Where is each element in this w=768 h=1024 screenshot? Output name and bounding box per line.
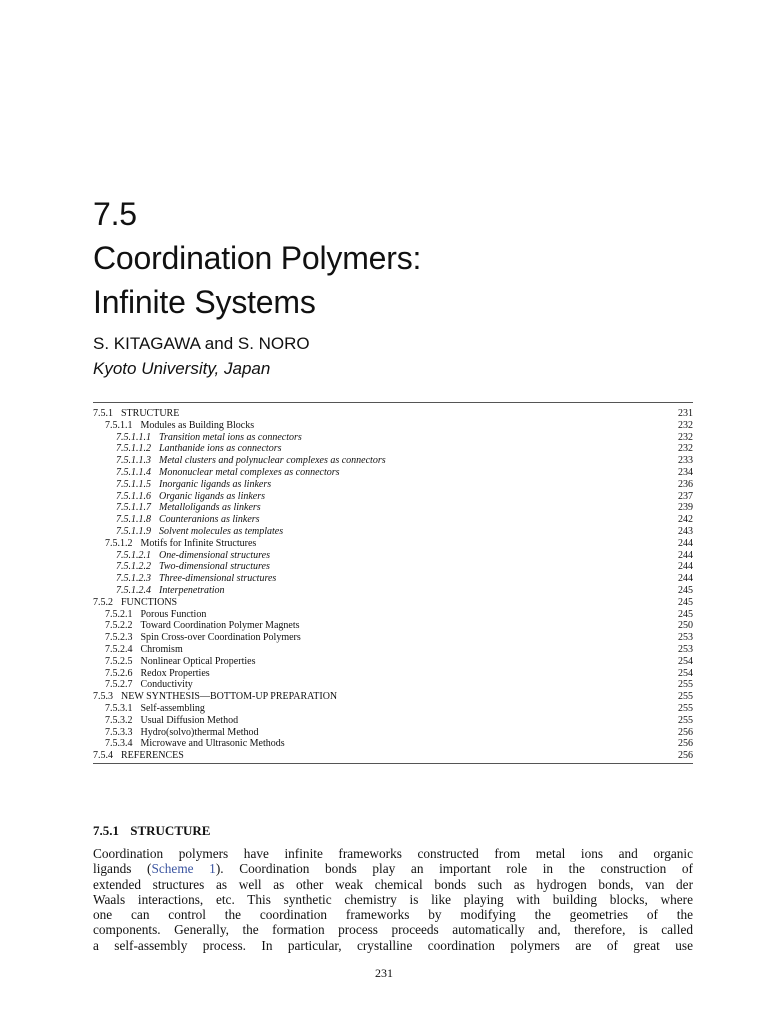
toc-entry-page: 256 [678, 726, 693, 738]
toc-entry-number: 7.5.3.1 [105, 702, 133, 714]
toc-entry-title: Chromism [140, 643, 183, 655]
body-line [93, 861, 693, 876]
toc-entry-title: Hydro(solvo)thermal Method [140, 726, 259, 738]
toc-entry-number: 7.5.1.2.2 [116, 561, 151, 573]
toc-entry-title: Solvent molecules as templates [159, 525, 284, 537]
toc-entry-title: Modules as Building Blocks [140, 419, 255, 431]
toc-entry-number: 7.5.3.4 [105, 738, 133, 750]
toc-entry-title: Motifs for Infinite Structures [140, 537, 257, 549]
toc-entry-number: 7.5.2.7 [105, 679, 133, 691]
toc-entry[interactable] [93, 727, 693, 739]
toc-entry-number: 7.5.4 [93, 750, 113, 762]
toc-entry-page: 243 [678, 525, 693, 537]
toc-entry-label [93, 597, 177, 609]
toc-entry-label [105, 727, 259, 739]
toc-entry-title: Three-dimensional structures [159, 573, 277, 585]
chapter-affiliation: Kyoto University, Japan [93, 359, 271, 378]
body-line: one can control the coordination frameworks by modifying the geometries of the [93, 907, 693, 923]
toc-entry-number: 7.5.2 [93, 596, 113, 608]
toc-entry-number: 7.5.1.1.8 [116, 514, 151, 526]
toc-entry-label [116, 502, 261, 514]
body-line: components. Generally, the formation process proceeds automatically and, therefore, is called [93, 922, 693, 938]
toc-entry-title: Lanthanide ions as connectors [159, 443, 282, 455]
toc-entry[interactable] [93, 526, 693, 538]
toc-entry-title: Self-assembling [140, 702, 205, 714]
body-line-text: ). Coordination bonds play an important role in the construction of [215, 861, 693, 877]
toc-entry-page: 256 [678, 750, 693, 762]
toc-entry[interactable] [93, 691, 693, 703]
toc-entry[interactable] [93, 550, 693, 562]
toc-entry-title: NEW SYNTHESIS—BOTTOM-UP PREPARATION [121, 691, 338, 703]
toc-entry[interactable] [93, 597, 693, 609]
toc-entry-page: 254 [678, 667, 693, 679]
section-heading [93, 823, 210, 839]
toc-entry-page: 232 [678, 419, 693, 431]
toc-entry-number: 7.5.2.2 [105, 620, 133, 632]
toc-entry-title: Nonlinear Optical Properties [140, 655, 256, 667]
toc-entry-title: REFERENCES [121, 750, 184, 762]
toc-entry-label [116, 467, 340, 479]
scheme-link[interactable]: Scheme 1 [151, 861, 216, 877]
toc-entry-page: 237 [678, 490, 693, 502]
toc-entry-number: 7.5.1.1.4 [116, 466, 151, 478]
toc-entry-page: 244 [678, 537, 693, 549]
toc-entry[interactable] [93, 502, 693, 514]
toc-entry-page: 255 [678, 702, 693, 714]
toc-entry-page: 232 [678, 431, 693, 443]
toc-entry[interactable] [93, 467, 693, 479]
toc-entry[interactable] [93, 514, 693, 526]
toc-entry-label [116, 514, 260, 526]
toc-entry-title: Metal clusters and polynuclear complexes as connectors [159, 455, 386, 467]
toc-entry-title: Transition metal ions as connectors [159, 431, 302, 443]
toc-entry-label [105, 668, 210, 680]
toc-entry-number: 7.5.1.1.9 [116, 525, 151, 537]
chapter-header [93, 192, 693, 324]
toc-entry[interactable] [93, 585, 693, 597]
toc-entry-label [116, 585, 225, 597]
toc-entry-label [116, 479, 271, 491]
toc-entry-page: 233 [678, 455, 693, 467]
toc-entry-number: 7.5.1.2.3 [116, 573, 151, 585]
toc-entry-page: 244 [678, 549, 693, 561]
toc-entry-number: 7.5.1.2.1 [116, 549, 151, 561]
toc-entry[interactable] [93, 620, 693, 632]
toc-entry-label [93, 691, 337, 703]
toc-entry-number: 7.5.2.1 [105, 608, 133, 620]
toc-entry-label [105, 703, 205, 715]
toc-entry-label [105, 656, 255, 668]
toc-entry-title: Organic ligands as linkers [159, 490, 266, 502]
toc-entry-title: Usual Diffusion Method [140, 714, 239, 726]
toc-entry-label [105, 538, 256, 550]
toc-entry-title: Microwave and Ultrasonic Methods [140, 738, 285, 750]
toc-entry[interactable] [93, 455, 693, 467]
toc-entry-number: 7.5.1.1 [105, 419, 133, 431]
toc-entry-page: 236 [678, 478, 693, 490]
toc-entry[interactable] [93, 679, 693, 691]
toc-entry-page: 244 [678, 561, 693, 573]
toc-entry[interactable] [93, 609, 693, 621]
toc-entry-page: 239 [678, 502, 693, 514]
body-line-text: ligands ( [93, 861, 152, 877]
table-of-contents [93, 402, 693, 764]
toc-entry[interactable] [93, 408, 693, 420]
toc-entry-label [93, 750, 184, 762]
toc-entry-label [105, 679, 193, 691]
toc-entry-page: 245 [678, 584, 693, 596]
toc-entry[interactable] [93, 432, 693, 444]
toc-entry-page: 253 [678, 632, 693, 644]
toc-entry-title: STRUCTURE [121, 408, 180, 419]
toc-entry-number: 7.5.1.1.5 [116, 478, 151, 490]
toc-entry-page: 253 [678, 643, 693, 655]
toc-entry-label [105, 715, 238, 727]
body-line: a self-assembly process. In particular, crystalline coordination polymers are of great use [93, 937, 693, 953]
toc-entry-page: 255 [678, 679, 693, 691]
toc-entry-number: 7.5.1.1.1 [116, 431, 151, 443]
toc-entry-number: 7.5.3 [93, 691, 113, 703]
toc-entry-title: Metalloligands as linkers [159, 502, 261, 514]
toc-entry-label [116, 526, 283, 538]
body-line: Waals interactions, etc. This synthetic chemistry is like playing with building blocks, where [93, 891, 693, 907]
toc-entry[interactable] [93, 443, 693, 455]
toc-entry-number: 7.5.2.4 [105, 643, 133, 655]
toc-entry-page: 245 [678, 596, 693, 608]
chapter-number: 7.5 [93, 196, 137, 232]
page-number: 231 [375, 966, 393, 980]
toc-entry-label [105, 609, 206, 621]
toc-entry-label [116, 573, 276, 585]
toc-entry-page: 242 [678, 514, 693, 526]
toc-entry-number: 7.5.1.1.3 [116, 455, 151, 467]
toc-entry-number: 7.5.3.3 [105, 726, 133, 738]
toc-entry[interactable] [93, 573, 693, 585]
toc-entry[interactable] [93, 561, 693, 573]
toc-entry-label [116, 561, 270, 573]
toc-entry[interactable] [93, 420, 693, 432]
body-paragraph [93, 846, 693, 953]
toc-entry-title: Counteranions as linkers [159, 514, 260, 526]
toc-entry-label [116, 443, 282, 455]
toc-entry-label [116, 432, 302, 444]
toc-entry-title: Two-dimensional structures [159, 561, 270, 573]
toc-entry[interactable] [93, 715, 693, 727]
toc-entry-title: Inorganic ligands as linkers [159, 478, 272, 490]
toc-entry[interactable] [93, 668, 693, 680]
toc-entry-label [105, 620, 300, 632]
toc-entry-number: 7.5.3.2 [105, 714, 133, 726]
body-line: Coordination polymers have infinite frameworks constructed from metal ions and organic [93, 846, 693, 861]
toc-entry[interactable] [93, 738, 693, 750]
toc-entry-number: 7.5.1.1.7 [116, 502, 151, 514]
chapter-title-line-1: Coordination Polymers: [93, 240, 422, 276]
toc-entry-page: 250 [678, 620, 693, 632]
section-number: 7.5.1 [93, 823, 119, 838]
toc-entry-page: 255 [678, 714, 693, 726]
toc-entry-title: Interpenetration [159, 584, 225, 596]
toc-entry[interactable] [93, 656, 693, 668]
toc-entry-title: Toward Coordination Polymer Magnets [140, 620, 300, 632]
toc-entry-number: 7.5.1.2 [105, 537, 133, 549]
toc-entry-number: 7.5.1 [93, 408, 113, 419]
toc-entry-page: 245 [678, 608, 693, 620]
toc-entry-number: 7.5.2.5 [105, 655, 133, 667]
toc-entry-number: 7.5.1.1.2 [116, 443, 151, 455]
toc-entry-page: 244 [678, 573, 693, 585]
toc-entry-page: 231 [678, 408, 693, 419]
toc-entry-page: 255 [678, 691, 693, 703]
toc-entry-page: 254 [678, 655, 693, 667]
toc-entry-number: 7.5.1.2.4 [116, 584, 151, 596]
toc-entry[interactable] [93, 644, 693, 656]
toc-entry-number: 7.5.1.1.6 [116, 490, 151, 502]
toc-entry-title: FUNCTIONS [121, 596, 178, 608]
toc-entry-title: Porous Function [140, 608, 207, 620]
toc-entry-number: 7.5.2.3 [105, 632, 133, 644]
toc-entry-title: Spin Cross-over Coordination Polymers [140, 632, 301, 644]
toc-entry-number: 7.5.2.6 [105, 667, 133, 679]
toc-entry-page: 256 [678, 738, 693, 750]
toc-entry-label [116, 491, 265, 503]
toc-entry-label [116, 550, 270, 562]
toc-entry-label [105, 738, 285, 750]
toc-entry-label [93, 408, 179, 420]
section-title: STRUCTURE [130, 823, 211, 838]
toc-entry-page: 234 [678, 466, 693, 478]
chapter-title-line-2: Infinite Systems [93, 284, 316, 320]
toc-entry-label [116, 455, 386, 467]
chapter-authors: S. KITAGAWA and S. NORO [93, 334, 310, 353]
toc-entry[interactable] [93, 632, 693, 644]
toc-entry[interactable] [93, 479, 693, 491]
body-line: extended structures as well as other weak chemical bonds such as hydrogen bonds, van der [93, 876, 693, 892]
toc-entry-title: Redox Properties [140, 667, 210, 679]
toc-entry-title: One-dimensional structures [159, 549, 271, 561]
toc-entry[interactable] [93, 538, 693, 550]
toc-entry-title: Mononuclear metal complexes as connectors [159, 466, 340, 478]
toc-entry[interactable] [93, 750, 693, 762]
toc-entry-title: Conductivity [140, 679, 193, 691]
toc-entry-label [105, 632, 301, 644]
toc-entry-label [105, 644, 183, 656]
toc-entry[interactable] [93, 491, 693, 503]
toc-entry-page: 232 [678, 443, 693, 455]
toc-entry-label [105, 420, 254, 432]
toc-entry[interactable] [93, 703, 693, 715]
